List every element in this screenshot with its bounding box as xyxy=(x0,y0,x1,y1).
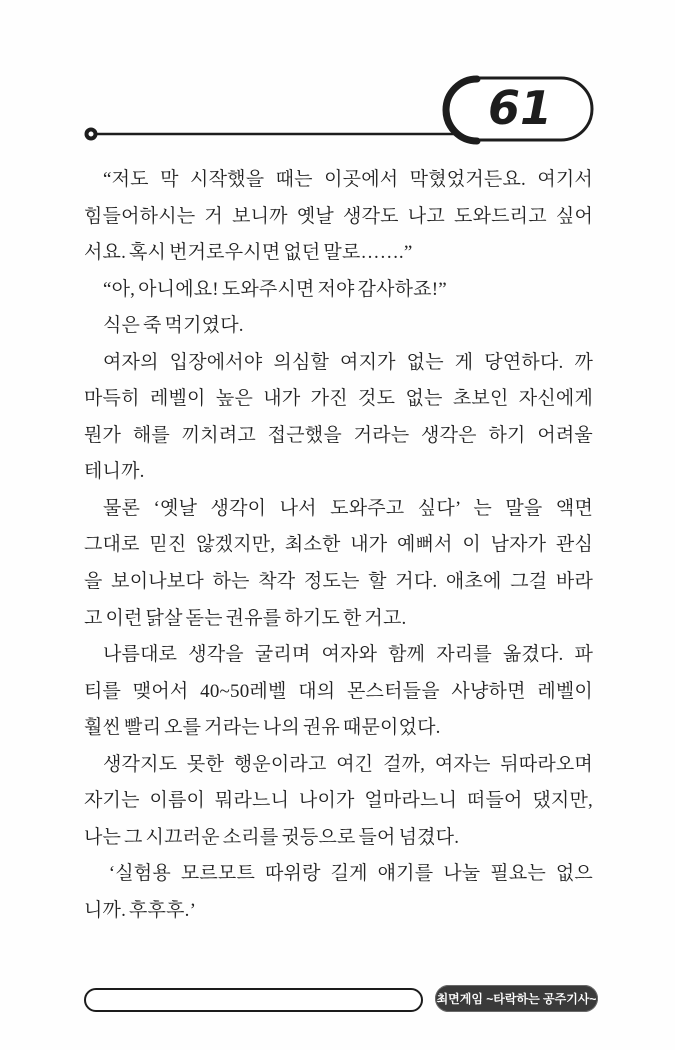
text-line: 마득히 레벨이 높은 내가 가진 것도 없는 초보인 자신에게 xyxy=(84,388,593,410)
series-title-badge xyxy=(435,985,598,1012)
text-line: “저도 막 시작했을 때는 이곳에서 막혔었거든요. 여기서 xyxy=(103,169,593,190)
text-line: 자기는 이름이 뭐라느니 나이가 얼마라느니 떠들어 댔지만, xyxy=(84,790,593,812)
text-line: ‘실험용 모르모트 따위랑 길게 얘기를 나눌 필요는 없으 xyxy=(108,863,593,885)
text-line: 티를 맺어서 40~50레벨 대의 몬스터들을 사냥하면 레벨이 xyxy=(84,680,593,702)
text-line: 니까. 후후후.’ xyxy=(84,899,197,921)
body-text xyxy=(84,162,593,929)
text-line: 훨씬 빨리 오를 거라는 나의 권유 때문이었다. xyxy=(84,717,441,739)
text-line: 식은 죽 먹기였다. xyxy=(103,315,244,337)
text-line: 을 보이나보다 하는 착각 정도는 할 거다. 애초에 그걸 바라 xyxy=(84,571,593,593)
text-line: 서요. 혹시 번거로우시면 없던 말로…….” xyxy=(84,242,413,264)
text-line: 물론 ‘옛날 생각이 나서 도와주고 싶다’ 는 말을 액면 xyxy=(103,497,593,519)
series-title: 최면게임 ~타락하는 공주기사~ xyxy=(436,992,597,1006)
footer-rule-pill xyxy=(84,988,423,1012)
line-end-ring-icon xyxy=(87,130,96,139)
text-line: 나는 그 시끄러운 소리를 귓등으로 들어 넘겼다. xyxy=(84,826,460,848)
text-line: 뭔가 해를 끼치려고 접근했을 거라는 생각은 하기 어려울 xyxy=(84,424,593,446)
text-line: 생각지도 못한 행운이라고 여긴 걸까, 여자는 뒤따라오며 xyxy=(103,753,593,775)
text-line: 나름대로 생각을 굴리며 여자와 함께 자리를 옮겼다. 파 xyxy=(103,644,593,666)
text-line: 그대로 믿진 않겠지만, 최소한 내가 예뻐서 이 남자가 관심 xyxy=(84,534,593,556)
text-line: 힘들어하시는 거 보니까 옛날 생각도 나고 도와드리고 싶어 xyxy=(84,205,593,227)
page-header-rule xyxy=(0,55,675,155)
text-line: “아, 아니에요! 도와주시면 저야 감사하죠!” xyxy=(103,278,447,300)
text-line: 테니까. xyxy=(84,461,145,483)
page-number: 61 xyxy=(487,81,553,135)
text-line: 여자의 입장에서야 의심할 여지가 없는 게 당연하다. 까 xyxy=(103,351,593,373)
text-line: 고 이런 닭살 돋는 권유를 하기도 한 거고. xyxy=(84,607,407,629)
